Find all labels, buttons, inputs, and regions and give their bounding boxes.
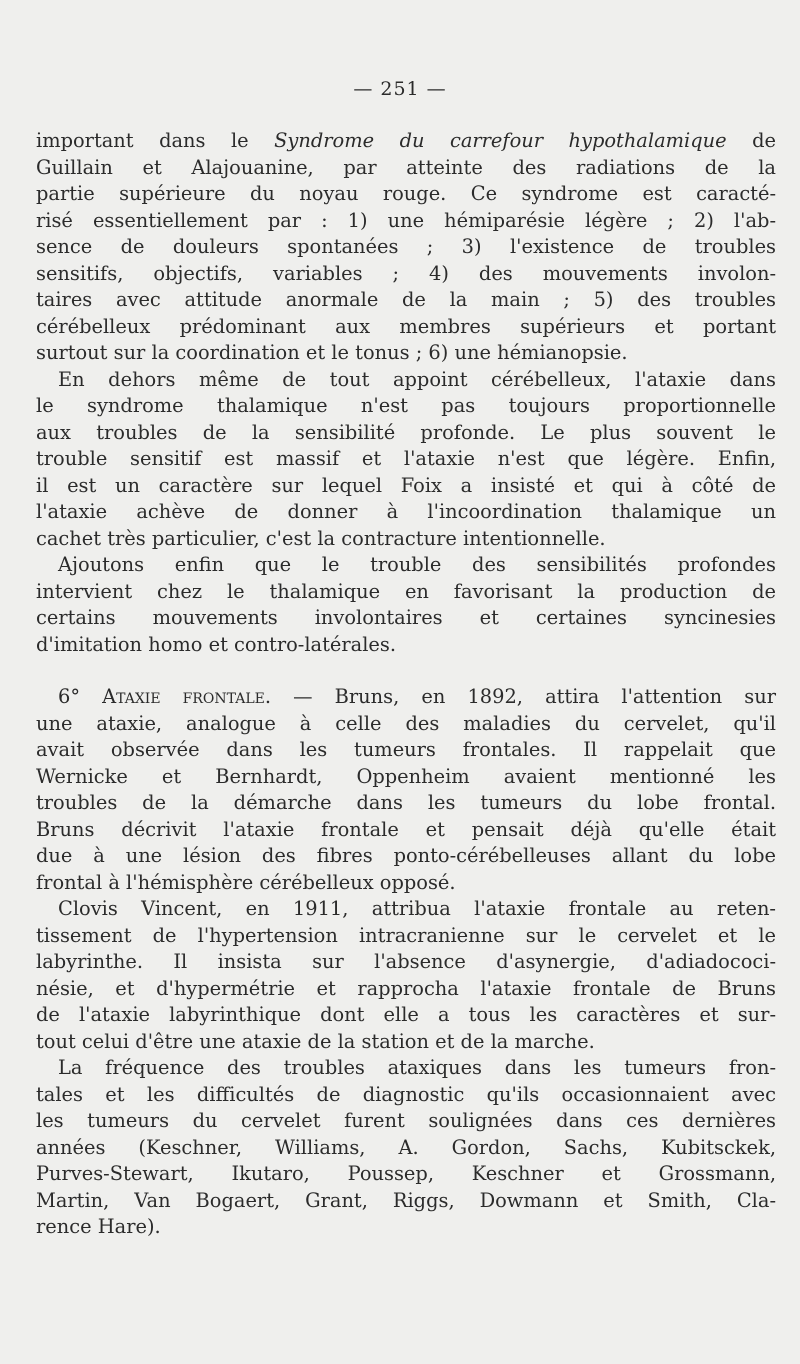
syndrome-title: Syndrome du carrefour hypothalamique (274, 129, 727, 152)
text-line: les tumeurs du cervelet furent soulignées dans ces dernières (36, 1109, 776, 1132)
text-line: le syndrome thalamique n'est pas toujours proportionnelle (36, 394, 776, 417)
section-heading: Ataxie frontale (102, 685, 265, 708)
paragraph-p5 (36, 896, 776, 1055)
text-line: cachet très particulier, c'est la contracture intentionnelle. (36, 526, 606, 550)
body-text (36, 128, 776, 1241)
text-line: due à une lésion des fibres ponto-cérébelleuses allant du lobe (36, 844, 776, 867)
text-line (36, 684, 776, 711)
text-line: Ajoutons enfin que le trouble des sensibilités profondes (58, 553, 776, 576)
text-line: rence Hare). (36, 1215, 161, 1238)
text-line: Guillain et Alajouanine, par atteinte des radiations de la (36, 155, 776, 179)
text-line: labyrinthe. Il insista sur l'absence d'asynergie, d'adiadococi- (36, 950, 776, 973)
text-line: partie supérieure du noyau rouge. Ce syndrome est caracté- (36, 182, 776, 205)
line-segment: . — Bruns, en 1892, attira l'attention sur (264, 685, 776, 708)
line-segment: important dans le (36, 129, 275, 152)
text-line: troubles de la démarche dans les tumeurs du lobe frontal. (36, 791, 776, 814)
text-line: aux troubles de la sensibilité profonde. Le plus souvent le (36, 420, 776, 444)
text-line: cérébelleux prédominant aux membres supérieurs et portant (36, 314, 776, 338)
text-line: La fréquence des troubles ataxiques dans les tumeurs fron- (58, 1056, 776, 1079)
text-line: sence de douleurs spontanées ; 3) l'existence de troubles (36, 235, 776, 258)
line-segment: de (726, 129, 776, 152)
line-segment: 6° (58, 685, 103, 708)
text-line: risé essentiellement par : 1) une hémiparésie légère ; 2) l'ab- (36, 208, 776, 232)
text-line: il est un caractère sur lequel Foix a insisté et qui à côté de (36, 473, 776, 497)
text-line: années (Keschner, Williams, A. Gordon, Sachs, Kubitsckek, (36, 1135, 776, 1159)
text-line: Wernicke et Bernhardt, Oppenheim avaient mentionné les (36, 764, 776, 788)
text-line: sensitifs, objectifs, variables ; 4) des mouvements involon- (36, 261, 776, 285)
text-line: nésie, et d'hypermétrie et rapprocha l'ataxie frontale de Bruns (36, 976, 776, 1000)
text-line: Purves-Stewart, Ikutaro, Poussep, Keschner et Grossmann, (36, 1162, 776, 1185)
paragraph-p2 (36, 367, 776, 553)
text-line: frontal à l'hémisphère cérébelleux opposé. (36, 870, 456, 894)
text-line: l'ataxie achève de donner à l'incoordination thalamique un (36, 500, 776, 523)
text-line: une ataxie, analogue à celle des maladies du cervelet, qu'il (36, 711, 776, 735)
page-number: — 251 — (353, 78, 447, 100)
text-line: En dehors même de tout appoint cérébelleux, l'ataxie dans (58, 367, 776, 391)
text-line: Bruns décrivit l'ataxie frontale et pensait déjà qu'elle était (36, 817, 776, 841)
text-line: avait observée dans les tumeurs frontales. Il rappelait que (36, 738, 776, 761)
text-line: trouble sensitif est massif et l'ataxie n'est que légère. Enfin, (36, 447, 776, 470)
paragraph-p6 (36, 1055, 776, 1241)
text-line: tout celui d'être une ataxie de la station et de la marche. (36, 1029, 595, 1053)
paragraph-gap (36, 658, 776, 684)
paragraph-p4 (36, 684, 776, 896)
paragraph-p1 (36, 128, 776, 367)
text-line: de l'ataxie labyrinthique dont elle a tous les caractères et sur- (36, 1003, 776, 1026)
text-line: certains mouvements involontaires et certaines syncinesies (36, 606, 776, 629)
text-line: d'imitation homo et contro-latérales. (36, 632, 396, 656)
text-line: Martin, Van Bogaert, Grant, Riggs, Dowmann et Smith, Cla- (36, 1188, 776, 1212)
text-line: Clovis Vincent, en 1911, attribua l'ataxie frontale au reten- (58, 897, 776, 920)
paragraph-p3 (36, 552, 776, 658)
text-line: surtout sur la coordination et le tonus ; 6) une hémianopsie. (36, 341, 628, 364)
text-line: tissement de l'hypertension intracranienne sur le cervelet et le (36, 923, 776, 947)
text-line: intervient chez le thalamique en favorisant la production de (36, 579, 776, 603)
text-line: tales et les difficultés de diagnostic qu'ils occasionnaient avec (36, 1082, 776, 1106)
text-line: taires avec attitude anormale de la main ; 5) des troubles (36, 288, 776, 311)
text-line (36, 128, 776, 155)
